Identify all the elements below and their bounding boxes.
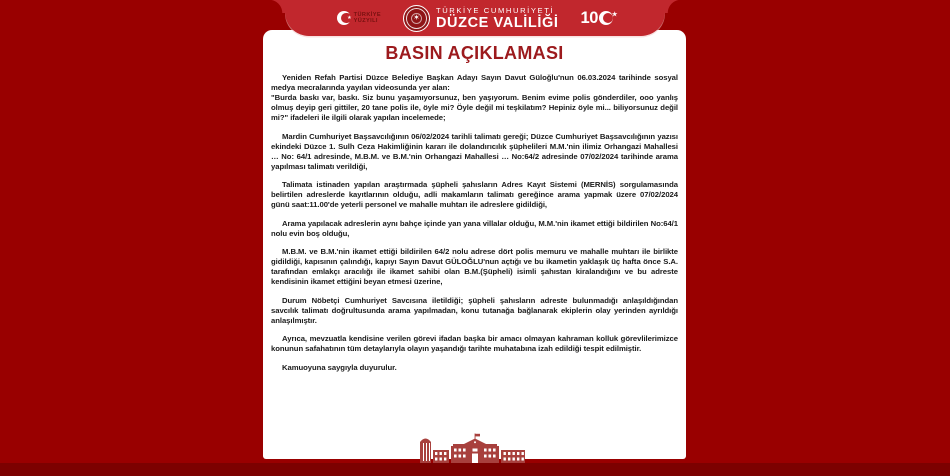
press-body <box>263 73 686 373</box>
paragraph-quote: "Burda baskı var, baskı. Siz bunu yaşamıyorsunuz, ben yaşıyorum. Benim evime polis gönderdiler, ooo yanlış olmuş deyip geri gittiler, 20 tane polis ile, öyle mi? Öyle değil mi teşkilatım? Hepiniz öyle mi... biliyorsunuz değil mi?" ifadeleri ile ilgili olarak yapılan incelemede; <box>271 93 678 122</box>
paragraph-conclusion: Ayrıca, mevzuatla kendisine verilen görevi ifadan başka bir amacı olmayan kahraman kolluk görevlilerimizce konunun safahatının tüm detaylarıyla olayın yaşandığı tarihte muhatabına izah edildiği tespit edilmiştir. <box>271 334 678 353</box>
footer-strip <box>0 463 950 476</box>
header-band <box>285 0 665 36</box>
paragraph-mernis: Talimata istinaden yapılan araştırmada şüpheli şahısların Adres Kayıt Sistemi (MERNİS) sorgulamasında belirtilen adreslerde kayıtlarının olduğu, adli makamların talimatı gereğince arama yapmak üzere 07/02/2024 günü saat:11.00'de yeterli personel ve mahalle muhtarı ile adreslere gidildiği, <box>271 180 678 209</box>
centennial-digits: 10 <box>580 8 598 27</box>
turkiye-yuzyili-label: TÜRKİYE YÜZYILI <box>353 11 381 24</box>
paragraph-intro: Yeniden Refah Partisi Düzce Belediye Başkan Adayı Sayın Davut Güloğlu'nun 06.03.2024 tarihinde sosyal medya mecralarında yayılan videosunda yer alan: <box>271 73 678 92</box>
paragraph-villas: Arama yapılacak adreslerin aynı bahçe içinde yan yana villalar olduğu, M.M.'nin ikamet ettiği bildirilen No:64/1 nolu evin boş olduğu, <box>271 218 678 238</box>
paragraph-order: Mardin Cumhuriyet Başsavcılığının 06/02/2024 tarihli talimatı gereği; Düzce Cumhuriyet Başsavcılığının yazısı ekindeki Düzce 1. Sulh Ceza Hakimliğinin kararı ile dolandırıcılık şüphelileri M.M.'nin ilimiz Orhangazi Mahallesi … No: 64/1 adresinde, M.B.M. ve B.M.'nin Orhangazi Mahallesi … No:64/2 adresinde 07/02/2024 tarihinde arama yapılması talimatı verildiği, <box>271 131 678 171</box>
paragraph-prosecutor: Durum Nöbetçi Cumhuriyet Savcısına iletildiği; şüpheli şahısların adreste bulunmadığı anlaşıldığından savcılık talimatı doğrultusunda arama yapılmadan, konu tutanağa bağlanarak ekiplerin olay yerinden ayrıldığı anlaşılmıştır. <box>271 295 678 325</box>
governorship-name <box>436 6 559 31</box>
governorship-label: DÜZCE VALİLİĞİ <box>435 14 559 31</box>
governorship-building-icon <box>410 433 540 463</box>
crescent-icon: ★ <box>337 11 351 25</box>
centennial-crescent-icon: ★ <box>599 11 613 25</box>
paragraph-closing: Kamuoyuna saygıyla duyurulur. <box>282 363 397 372</box>
governorship-logo <box>403 5 559 32</box>
turkiye-yuzyili-logo <box>337 11 381 25</box>
press-release-card <box>263 30 686 459</box>
state-emblem-icon: ✶ <box>403 5 430 32</box>
centennial-logo <box>580 8 617 28</box>
paragraph-visit: M.B.M. ve B.M.'nin ikamet ettiği bildirilen 64/2 nolu adrese dört polis memuru ve mahalle muhtarı ile birlikte gidildiği, kapısının çalındığı, kapıyı Sayın Davut GÜLOĞLU'nun açtığı ve bu ikametin yaklaşık üç hafta önce S.A. tarafından emlakçı aracılığı ile ikamet sahibi olan B.M.(Şüpheli) isimli şahıstan kiralandığını ve bu adreste kendisinin ikamet ettiğini beyan etmesi üzerine, <box>271 247 678 286</box>
page-title: BASIN AÇIKLAMASI <box>385 43 564 63</box>
republic-label: TÜRKİYE CUMHURİYETİ <box>435 5 555 15</box>
